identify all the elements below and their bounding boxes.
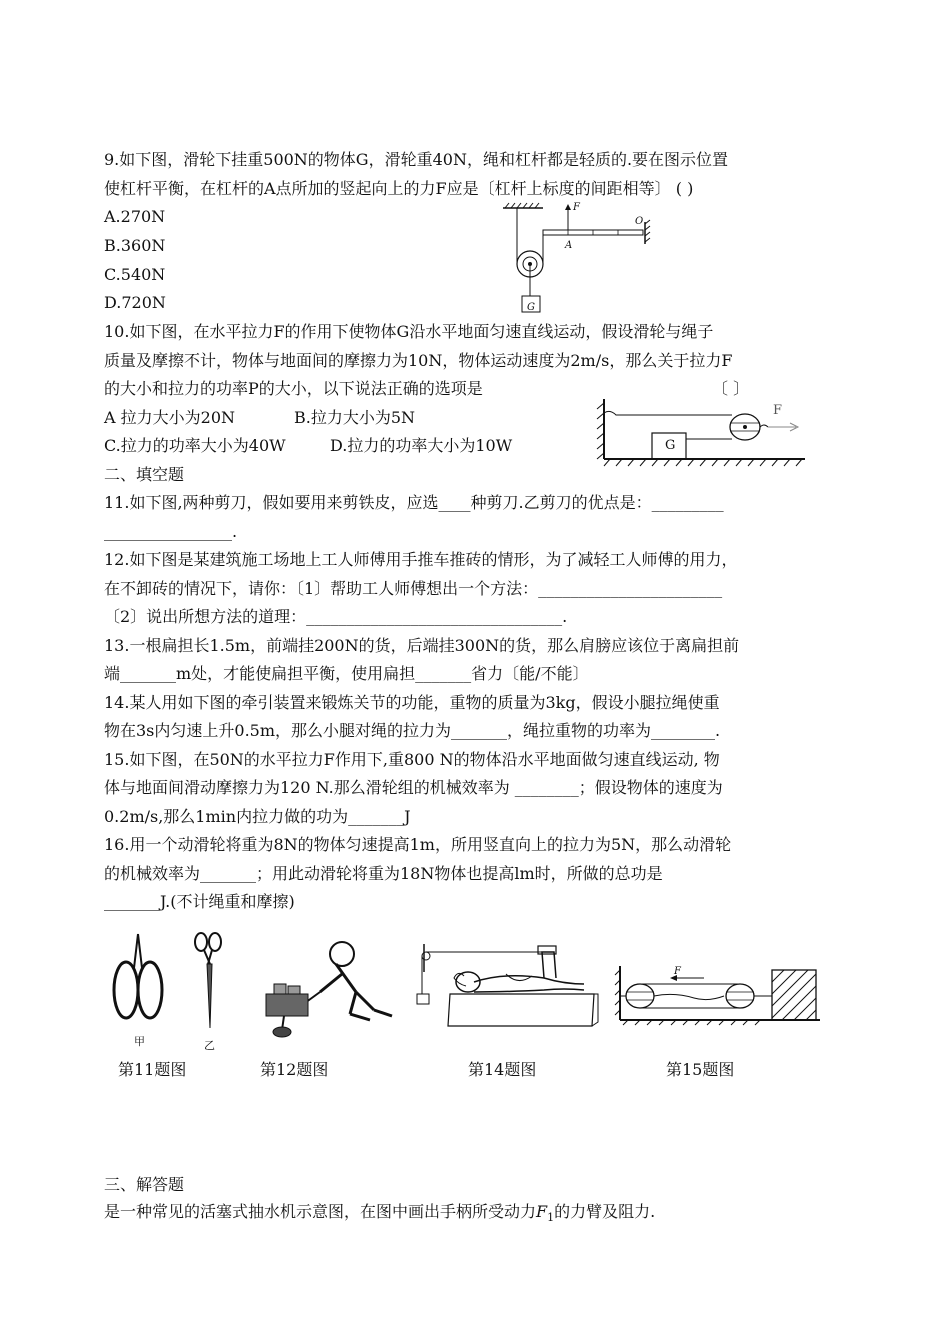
q16-line3: _______J.(不计绳重和摩擦) xyxy=(104,892,295,911)
q17-text-before: 是一种常见的活塞式抽水机示意图，在图中画出手柄所受动力 xyxy=(104,1202,537,1221)
q9-lever-pulley-figure xyxy=(495,196,665,320)
section3-heading: 三、解答题 xyxy=(104,1175,185,1194)
fig15-caption: 第15题图 xyxy=(666,1060,735,1079)
fig14-caption: 第14题图 xyxy=(468,1060,537,1079)
fig12-caption: 第12题图 xyxy=(260,1060,329,1079)
q10-label-g: G xyxy=(665,438,676,453)
section2-heading: 二、填空题 xyxy=(104,465,185,484)
q10-line3: 的大小和拉力的功率P的大小，以下说法正确的选项是 xyxy=(104,379,483,398)
q13-line1: 13.一根扁担长1.5m，前端挂200N的货，后端挂300N的货，那么肩膀应该位于离扁担前 xyxy=(104,636,740,655)
fig12-cart-pusher xyxy=(262,932,402,1042)
q10-option-b: B.拉力大小为5N xyxy=(294,408,416,427)
q9-label-g: G xyxy=(527,302,535,313)
q9-label-a: A xyxy=(565,240,573,251)
q12-line2: 在不卸砖的情况下，请你：〔1〕帮助工人师傅想出一个方法：_______________________ xyxy=(104,579,723,598)
fig15-label-f: F xyxy=(674,966,681,977)
q16-line1: 16.用一个动滑轮将重为8N的物体匀速提高1m，所用竖直向上的拉力为5N，那么动滑轮 xyxy=(104,835,732,854)
q10-answer-bracket: 〔 〕 xyxy=(712,379,750,398)
q9-option-d: D.720N xyxy=(104,293,166,312)
q17-text-after: 的力臂及阻力. xyxy=(554,1202,656,1221)
q17-text xyxy=(104,1202,655,1228)
q10-line1: 10.如下图，在水平拉力F的作用下使物体G沿水平地面匀速直线运动，假设滑轮与绳子 xyxy=(104,322,714,341)
fig11-caption: 第11题图 xyxy=(118,1060,187,1079)
q10-pulley-figure xyxy=(590,393,810,468)
q16-line2: 的机械效率为_______；用此动滑轮将重为18N物体也提高lm时，所做的总功是 xyxy=(104,864,663,883)
q9-option-c: C.540N xyxy=(104,265,166,284)
q11-line2: ________________. xyxy=(104,522,238,541)
fig14-traction-device xyxy=(414,942,604,1030)
q10-label-f: F xyxy=(773,403,783,418)
q9-option-b: B.360N xyxy=(104,236,166,255)
q12-line3: 〔2〕说出所想方法的道理：________________________________. xyxy=(104,607,568,626)
q14-line2: 物在3s内匀速上升0.5m，那么小腿对绳的拉力为_______，绳拉重物的功率为________. xyxy=(104,721,721,740)
q11-line1: 11.如下图,两种剪刀，假如要用来剪铁皮，应选____种剪刀.乙剪刀的优点是：_________ xyxy=(104,493,724,512)
fig15-pulley-set xyxy=(614,962,824,1026)
q10-option-d: D.拉力的功率大小为10W xyxy=(330,436,513,455)
q9-option-a: A.270N xyxy=(104,207,166,226)
q9-label-f: F xyxy=(573,202,580,213)
q10-option-c: C.拉力的功率大小为40W xyxy=(104,436,286,455)
q9-label-o: O xyxy=(635,216,644,227)
q12-line1: 12.如下图是某建筑施工场地上工人师傅用手推车推砖的情形，为了减轻工人师傅的用力， xyxy=(104,550,738,569)
fig11-label-yi: 乙 xyxy=(204,1039,215,1052)
q10-line2: 质量及摩擦不计，物体与地面间的摩擦力为10N，物体运动速度为2m/s，那么关于拉力F xyxy=(104,351,733,370)
q15-line3: 0.2m/s,那么1min内拉力做的功为_______J xyxy=(104,807,411,826)
fig11-label-jia: 甲 xyxy=(134,1035,145,1048)
q9-line2: 使杠杆平衡，在杠杆的A点所加的竖起向上的力F应是〔杠杆上标度的间距相等〕 ( ) xyxy=(104,179,694,198)
q17-force-sub: 1 xyxy=(547,1211,555,1225)
q13-line2: 端_______m处，才能使扁担平衡，使用扁担_______省力〔能/不能〕 xyxy=(104,664,589,683)
fig11-scissors xyxy=(104,928,234,1052)
q9-line1: 9.如下图，滑轮下挂重500N的物体G，滑轮重40N，绳和杠杆都是轻质的.要在图示位置 xyxy=(104,150,729,169)
q10-option-a: A 拉力大小为20N xyxy=(104,408,236,427)
q17-force-var: F xyxy=(536,1202,548,1221)
q14-line1: 14.某人用如下图的牵引装置来锻炼关节的功能，重物的质量为3kg，假设小腿拉绳使重 xyxy=(104,693,720,712)
q15-line1: 15.如下图，在50N的水平拉力F作用下,重800 N的物体沿水平地面做匀速直线运动, 物 xyxy=(104,750,720,769)
q15-line2: 体与地面间滑动摩擦力为120 N.那么滑轮组的机械效率为 ________；假设物体的速度为 xyxy=(104,778,723,797)
